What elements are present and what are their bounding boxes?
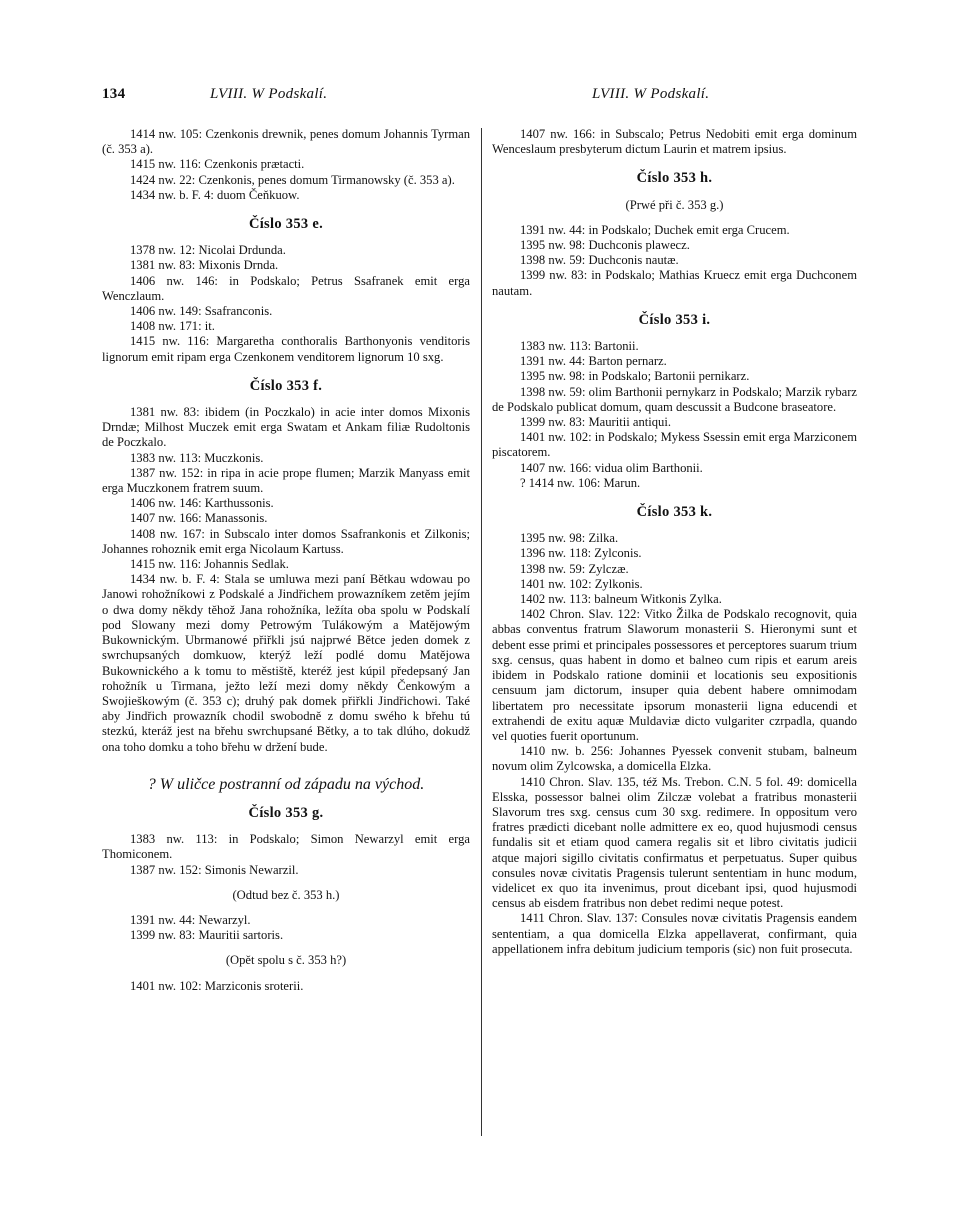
editorial-note: (Prwé při č. 353 g.) — [625, 197, 724, 212]
record-entry: 1415 nw. 116: Johannis Sedlak. — [130, 557, 289, 572]
record-entry: 1378 nw. 12: Nicolai Drdunda. — [130, 243, 286, 258]
record-entry: 1391 nw. 44: Newarzyl. — [130, 912, 251, 927]
record-entry: 1434 nw. b. F. 4: Stala se umluwa mezi paní Bětkau wdowau po Janowi rohožníkowi z Podskalé a Jindřichem prowazníkem zetěm jejím o dwa domy někdy těhož Jana rohožníka, ležíta oba spolu w Podskalí pod Slowany mezi domy Petrowým Tulákowým a Matějowým Bukownickým. Ubrmanowé přiřkli jsú najprwé Bětce jeden domek z swrchupsaných domkuow, kterýž leží podlé domu Matějowa Bukownického a k tomu to městiště, kteréž jest kúpil předepsaný Jan rohožník u Tirmana, ježto leží mezi domy někdy Čenkowým a Swojieškowým (č. 353 c); druhý pak domek přiřkli Jindřichowi. Také aby Jindřich prowazník chodil swobodně z domu swého k břehu tú stezkú, kteráž jest na břehu swrchupsané Bětky, a to tak dlúho, dokudž ona toho domku a toho břehu w držení bude. — [102, 572, 470, 754]
running-head-right: LVIII. W Podskalí. — [592, 86, 710, 102]
record-entry: 1383 nw. 113: Bartonii. — [520, 339, 639, 354]
record-entry: 1381 nw. 83: Mixonis Drnda. — [130, 258, 279, 273]
record-entry: 1411 Chron. Slav. 137: Consules novæ civitatis Pragensis eandem sententiam, a qua domicella Elzka appellaverat, confirmant, quia appellationem infra debitum judicium temporis (sic) non fuit prosecuta. — [492, 911, 857, 956]
record-entry: 1406 nw. 149: Ssafranconis. — [130, 304, 273, 319]
record-entry: 1395 nw. 98: in Podskalo; Bartonii pernikarz. — [520, 369, 750, 384]
record-entry: 1398 nw. 59: Duchconis nautæ. — [520, 253, 679, 268]
record-entry: 1387 nw. 152: Simonis Newarzil. — [130, 862, 299, 877]
left-column — [102, 127, 470, 994]
record-entry: 1414 nw. 105: Czenkonis drewnik, penes domum Johannis Tyrman (č. 353 a). — [102, 127, 470, 157]
record-entry: 1408 nw. 167: in Subscalo inter domos Ssafrankonis et Zilkonis; Johannes rohoznik emit erga Nicolaum Kartuss. — [102, 526, 470, 556]
record-entry: 1398 nw. 59: olim Barthonii pernykarz in Podskalo; Marzik rybarz de Podskalo publicat domum, quam descussit a Budcone braseatore. — [492, 384, 857, 414]
record-entry: 1387 nw. 152: in ripa in acie prope flumen; Marzik Manyass emit erga Muczkonem fratrem suum. — [102, 465, 470, 496]
section-heading: Číslo 353 e. — [248, 216, 324, 233]
record-entry: 1391 nw. 44: in Podskalo; Duchek emit erga Crucem. — [520, 222, 790, 237]
section-heading: Číslo 353 h. — [636, 170, 713, 187]
record-entry: 1415 nw. 116: Czenkonis prætacti. — [130, 157, 305, 172]
section-heading: Číslo 353 g. — [248, 804, 324, 821]
page-number: 134 — [102, 86, 126, 102]
record-entry: 1398 nw. 59: Zylczæ. — [520, 561, 629, 576]
record-entry: 1407 nw. 166: in Subscalo; Petrus Nedobiti emit erga dominum Wenceslaum presbyterum dictum Laurin et matrem ipsius. — [492, 127, 857, 157]
record-entry: 1406 nw. 146: in Podskalo; Petrus Ssafranek emit erga Wenczlaum. — [102, 273, 470, 303]
record-entry: 1410 Chron. Slav. 135, též Ms. Trebon. C.N. 5 fol. 49: domicella Elsska, possessor balnei olim Zilczæ volebat a fratribus monasterii Slavorum tres sxg. census cum 30 sxg. redimere. In oppositum vero fratres prædicti dicebant nolle admittere ex eo, quod hujusmodi census fundalis sit et etiam quod camera regalis sit et libro civitatis judicii atque majori sigillo civitatis confirmatus et perpetuatus. Super quibus consules novæ civitatis Pragensis tulerunt sententiam in hunc modum, videlicet ex quo ita invenimus, prout dicebant ipsi, quod hujusmodi census ab eisdem fratribus non debet redimi neque potest. — [492, 774, 857, 911]
record-entry: 1383 nw. 113: in Podskalo; Simon Newarzyl emit erga Thomiconem. — [102, 832, 470, 862]
section-heading: Číslo 353 f. — [249, 377, 323, 394]
editorial-note: (Opět spolu s č. 353 h?) — [225, 953, 347, 968]
record-entry: 1415 nw. 116: Margaretha conthoralis Barthonyonis venditoris lignorum emit ripam erga Czenkonem venditorem lignorum 10 sxg. — [102, 334, 470, 364]
record-entry: 1395 nw. 98: Zilka. — [520, 531, 619, 546]
column-divider — [481, 128, 482, 1136]
editorial-note: (Odtud bez č. 353 h.) — [232, 887, 340, 902]
record-entry: 1410 nw. b. 256: Johannes Pyessek convenit stubam, balneum novum olim Zylcowska, a domicella Elzka. — [492, 744, 857, 774]
record-entry: 1399 nw. 83: Mauritii sartoris. — [130, 928, 284, 943]
record-entry: 1401 nw. 102: Marziconis sroterii. — [130, 978, 304, 993]
right-column — [492, 127, 857, 957]
record-entry: 1407 nw. 166: Manassonis. — [130, 511, 268, 526]
record-entry: 1401 nw. 102: in Podskalo; Mykess Ssessin emit erga Marziconem piscatorem. — [492, 430, 857, 460]
record-entry: 1381 nw. 83: ibidem (in Poczkalo) in acie inter domos Mixonis Drndæ; Milhost Muczek emit erga Swatam et Ankam filiæ Rudoltonis de Poczkalo. — [102, 405, 470, 450]
record-entry: 1401 nw. 102: Zylkonis. — [520, 576, 643, 591]
record-entry: 1399 nw. 83: in Podskalo; Mathias Kruecz emit erga Duchconem nautam. — [492, 268, 857, 298]
record-entry: 1434 nw. b. F. 4: duom Čeňkuow. — [130, 187, 300, 202]
street-subheading: ? W uličce postranní od západu na východ. — [147, 775, 425, 793]
section-heading: Číslo 353 i. — [638, 311, 711, 328]
running-head-left: LVIII. W Podskalí. — [210, 86, 328, 102]
record-entry: 1402 Chron. Slav. 122: Vitko Žilka de Podskalo recognovit, quia abbas conventus fratrum Slaworum monasterii S. Hieronymi sunt et debent esse primi et principales possessores et perceptores suarum trium sxg. census, quas habent in domo et balneo cum ripis et earum areis ibidem in Podskalo ratione dominii et locationis seu expositionis censuum jam dictorum, insuper quia debent habere omnimodam libertatem pro necessitate ipsorum monasterii ligna educendi et extrahendi de exitu aquæ Muldaviæ dicto vulgariter czrpadla, quando vel quoties fuerit oportunum. — [492, 607, 857, 743]
record-entry: 1395 nw. 98: Duchconis plawecz. — [520, 238, 690, 253]
section-heading: Číslo 353 k. — [636, 504, 713, 521]
record-entry: 1408 nw. 171: it. — [130, 319, 215, 334]
record-entry: 1406 nw. 146: Karthussonis. — [130, 496, 274, 511]
record-entry: 1399 nw. 83: Mauritii antiqui. — [520, 415, 671, 430]
record-entry: 1424 nw. 22: Czenkonis, penes domum Tirmanowsky (č. 353 a). — [130, 172, 455, 187]
record-entry: ? 1414 nw. 106: Marun. — [520, 475, 641, 490]
record-entry: 1391 nw. 44: Barton pernarz. — [520, 354, 667, 369]
record-entry: 1396 nw. 118: Zylconis. — [520, 546, 642, 561]
record-entry: 1402 nw. 113: balneum Witkonis Zylka. — [520, 592, 722, 607]
record-entry: 1383 nw. 113: Muczkonis. — [130, 450, 264, 465]
record-entry: 1407 nw. 166: vidua olim Barthonii. — [520, 460, 703, 475]
